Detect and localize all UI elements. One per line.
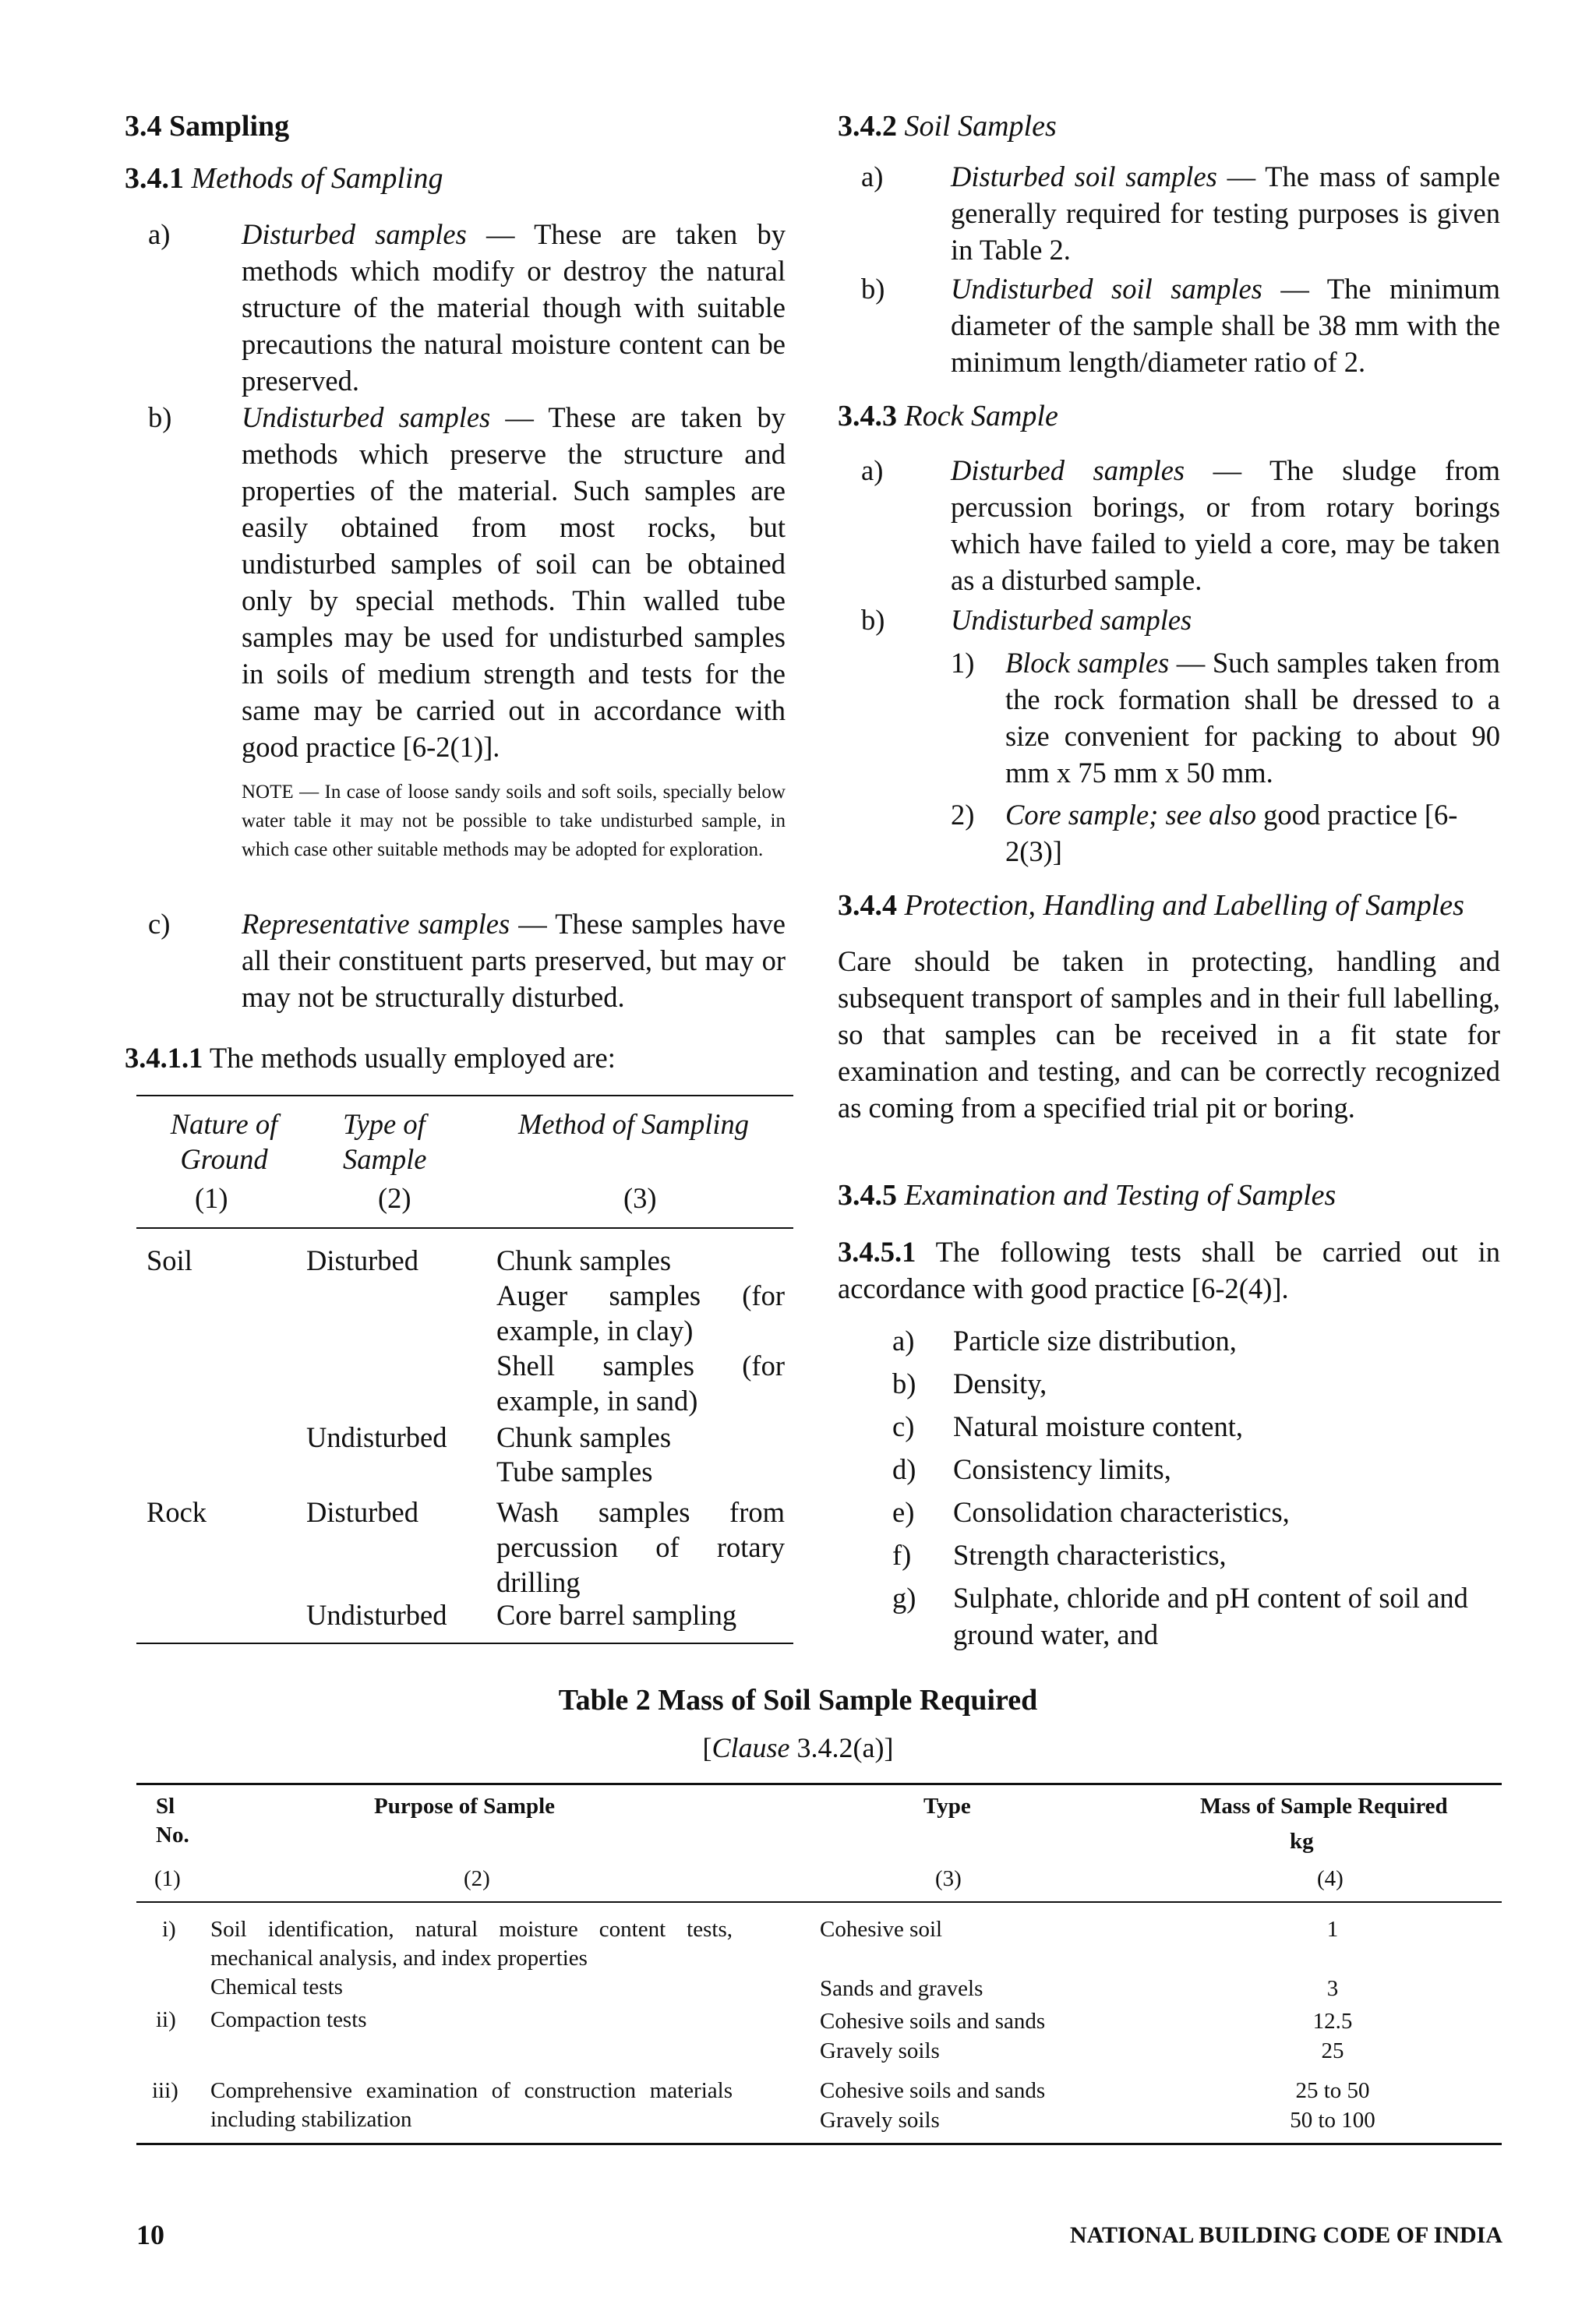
row-sl: ii)	[156, 2007, 176, 2032]
item-dash: —	[1216, 161, 1266, 192]
table-header-rule	[136, 1227, 793, 1229]
item-text: good practice [6-2(3)]	[1005, 799, 1458, 867]
item-term: Undisturbed soil samples	[951, 273, 1262, 305]
item-term: Core sample; see also	[1005, 799, 1257, 831]
paragraph-3411	[125, 1039, 616, 1076]
test-item	[892, 1322, 1237, 1359]
row-purpose: Soil identification, natural moisture content tests, mechanical analysis, and index properties	[210, 1917, 733, 1971]
section-number: 3.4	[125, 110, 162, 143]
test-item	[892, 1494, 1290, 1530]
list-label: b)	[148, 401, 172, 433]
row-type: Cohesive soil	[820, 1917, 943, 1942]
note-loose-soils: NOTE — In case of loose sandy soils and soft soils, specially below water table it may not be possible to take undisturbed sample, in which case other suitable methods may be adopted for exploration.	[242, 782, 786, 860]
item-dash: —	[510, 908, 556, 940]
row-mass: 25	[1321, 2038, 1344, 2063]
item-term: Representative samples	[242, 908, 510, 940]
subsection-title: Examination and Testing of Samples	[904, 1179, 1336, 1212]
subsection-title: Rock Sample	[904, 400, 1058, 432]
table-bottom-rule	[136, 2143, 1502, 2145]
publication-name: NATIONAL BUILDING CODE OF INDIA	[1069, 2222, 1502, 2248]
item-text: The mass of sample generally required for testing purposes is given in Table 2.	[951, 161, 1500, 266]
ground-soil: Soil	[147, 1244, 192, 1276]
subsection-number: 3.4.2	[838, 110, 897, 143]
method-cell: Chunk samples	[496, 1244, 672, 1276]
list-label: f)	[892, 1539, 912, 1571]
method-cell: Wash samples from percussion of rotary drilling	[496, 1496, 785, 1598]
table-header-rule	[136, 1901, 1502, 1903]
type-undisturbed: Undisturbed	[306, 1599, 447, 1631]
item-text: The sludge from percussion borings, or from rotary borings which have failed to yield a core, may be taken as a disturbed sample.	[951, 454, 1500, 596]
col-number: (1)	[195, 1182, 228, 1214]
list-label: a)	[861, 161, 884, 192]
subsection-title: Protection, Handling and Labelling of Samples	[904, 889, 1464, 922]
list-item-representative	[148, 905, 786, 1015]
list-label: a)	[148, 218, 171, 250]
item-dash: —	[1169, 647, 1213, 679]
row-type: Gravely soils	[820, 2108, 940, 2133]
item-text: Natural moisture content,	[953, 1410, 1243, 1442]
col-header-type: Type	[923, 1794, 971, 1819]
ground-rock: Rock	[147, 1496, 207, 1528]
test-item	[892, 1365, 1047, 1402]
row-mass: 12.5	[1312, 2009, 1353, 2034]
item-term: Disturbed samples	[951, 454, 1185, 486]
col-number: (3)	[935, 1866, 962, 1891]
paragraph-text: The following tests shall be carried out in accordance with good practice [6-2(4)].	[838, 1236, 1500, 1304]
table2-clause: [Clause 3.4.2(a)]	[702, 1732, 894, 1763]
subsection-heading-344	[838, 888, 1464, 923]
row-mass: 3	[1326, 1976, 1339, 2001]
table-top-rule	[136, 1095, 793, 1096]
table-top-rule	[136, 1783, 1502, 1785]
col-header-method: Method of Sampling	[518, 1108, 750, 1140]
list-label: a)	[861, 454, 884, 486]
subsection-heading-345	[838, 1178, 1336, 1212]
subsection-number: 3.4.1	[125, 162, 184, 195]
item-text: These are taken by methods which preserve the structure and properties of the material. Such samples are easily obtained from most rocks, but undisturbed samples of soil can be obtained only by special methods. Thin walled tube samples may be used for undisturbed samples in soils of medium strength and tests for the same may be carried out in accordance with good practice [6-2(1)].	[242, 401, 786, 763]
col-number: (4)	[1317, 1866, 1344, 1891]
item-dash: —	[1262, 273, 1327, 305]
row-purpose: Comprehensive examination of construction materials including stabilization	[210, 2078, 733, 2132]
subsection-heading-341	[125, 161, 443, 196]
row-type: Sands and gravels	[820, 1976, 983, 2001]
method-cell: Tube samples	[496, 1456, 653, 1488]
item-dash: —	[1185, 454, 1269, 486]
row-purpose: Compaction tests	[210, 2007, 367, 2032]
type-undisturbed: Undisturbed	[306, 1421, 447, 1453]
row-mass: 1	[1326, 1917, 1339, 1942]
list-label: a)	[892, 1325, 915, 1357]
row-sl: i)	[162, 1917, 176, 1942]
list-label: c)	[892, 1410, 915, 1442]
clause-word: Clause	[711, 1732, 790, 1763]
list-label: 2)	[951, 799, 975, 831]
test-item	[892, 1451, 1171, 1488]
item-dash: —	[466, 218, 535, 250]
col-header-type: Type of Sample	[343, 1108, 427, 1175]
list-label: c)	[148, 908, 171, 940]
item-text: Density,	[953, 1368, 1047, 1399]
item-text: Strength characteristics,	[953, 1539, 1227, 1571]
list-item-rock-undisturbed	[861, 602, 1500, 638]
row-purpose: Chemical tests	[210, 1975, 343, 1999]
test-item	[892, 1537, 1227, 1573]
table2-title: Table 2 Mass of Soil Sample Required	[558, 1684, 1038, 1717]
col-header-unit: kg	[1290, 1829, 1314, 1854]
type-disturbed: Disturbed	[306, 1244, 418, 1276]
row-type: Gravely soils	[820, 2038, 940, 2063]
method-cell: Chunk samples	[496, 1421, 672, 1453]
subsection-title: Soil Samples	[904, 110, 1057, 143]
list-label: b)	[861, 604, 885, 636]
item-term: Disturbed soil samples	[951, 161, 1217, 192]
section-heading	[125, 109, 289, 143]
item-text: Sulphate, chloride and pH content of soil and ground water, and	[953, 1582, 1468, 1650]
list-label: e)	[892, 1496, 915, 1528]
item-text: The minimum diameter of the sample shall be 38 mm with the minimum length/diameter ratio of 2.	[951, 273, 1501, 378]
item-text: These are taken by methods which modify or destroy the natural structure of the material though with suitable precautions the natural moisture content can be preserved.	[242, 218, 786, 397]
col-header-nature: Nature of Ground	[170, 1108, 278, 1175]
item-term: Block samples	[1005, 647, 1170, 679]
section-title: Sampling	[169, 110, 290, 143]
item-term: Undisturbed samples	[242, 401, 491, 433]
page-number: 10	[136, 2219, 164, 2250]
item-term: Disturbed samples	[242, 218, 467, 250]
list-item-core-sample	[951, 796, 1500, 870]
subsection-number: 3.4.5	[838, 1179, 897, 1212]
subsection-heading-342	[838, 109, 1057, 143]
subsection-number: 3.4.3	[838, 400, 897, 432]
list-label: 1)	[951, 647, 975, 679]
table-bottom-rule	[136, 1643, 793, 1644]
list-item-disturbed	[148, 216, 786, 399]
row-type: Cohesive soils and sands	[820, 2009, 1046, 2034]
list-label: d)	[892, 1453, 916, 1485]
list-item-disturbed-soil	[861, 158, 1500, 268]
col-number: (2)	[378, 1182, 411, 1214]
paragraph-344: Care should be taken in protecting, handling and subsequent transport of samples and in their full labelling, so that samples can be received in a fit state for examination and testing, and can be correctly recognized as coming from a specified trial pit or boring.	[838, 945, 1500, 1124]
col-header-sl: Sl No.	[156, 1794, 189, 1848]
method-cell: Core barrel sampling	[496, 1599, 737, 1631]
subsection-title: Methods of Sampling	[191, 162, 443, 195]
col-number: (3)	[623, 1182, 657, 1214]
list-item-block-samples	[951, 644, 1500, 791]
subsection-number: 3.4.4	[838, 889, 897, 922]
list-item-rock-disturbed	[861, 452, 1500, 598]
method-cell: Auger samples (for example, in clay)	[496, 1279, 785, 1346]
paragraph-number: 3.4.1.1	[125, 1042, 203, 1074]
item-text: Consolidation characteristics,	[953, 1496, 1290, 1528]
col-header-purpose: Purpose of Sample	[374, 1794, 555, 1819]
item-dash: —	[490, 401, 549, 433]
list-label: b)	[892, 1368, 916, 1399]
list-item-undisturbed-soil	[861, 270, 1500, 380]
col-header-mass: Mass of Sample Required	[1200, 1794, 1448, 1819]
row-mass: 25 to 50	[1295, 2078, 1370, 2103]
col-number: (1)	[154, 1866, 181, 1891]
clause-ref: 3.4.2(a)	[796, 1732, 885, 1763]
test-item	[892, 1408, 1243, 1445]
method-cell: Shell samples (for example, in sand)	[496, 1350, 785, 1417]
test-item	[892, 1579, 1500, 1653]
row-sl: iii)	[152, 2078, 178, 2103]
item-term: Undisturbed samples	[951, 604, 1192, 636]
list-label: b)	[861, 273, 885, 305]
type-disturbed: Disturbed	[306, 1496, 418, 1528]
item-text: Particle size distribution,	[953, 1325, 1237, 1357]
item-text: These samples have all their constituent parts preserved, but may or may not be structurally disturbed.	[242, 908, 786, 1013]
list-label: g)	[892, 1582, 916, 1614]
paragraph-3451	[838, 1233, 1500, 1307]
item-text: Such samples taken from the rock formation shall be dressed to a size convenient for packing to about 90 mm x 75 mm x 50 mm.	[1005, 647, 1500, 789]
col-number: (2)	[464, 1866, 490, 1891]
row-type: Cohesive soils and sands	[820, 2078, 1046, 2103]
paragraph-text: The methods usually employed are:	[209, 1042, 616, 1074]
row-mass: 50 to 100	[1290, 2108, 1375, 2133]
paragraph-number: 3.4.5.1	[838, 1236, 916, 1268]
subsection-heading-343	[838, 399, 1058, 433]
list-item-undisturbed	[148, 399, 786, 765]
item-text: Consistency limits,	[953, 1453, 1171, 1485]
